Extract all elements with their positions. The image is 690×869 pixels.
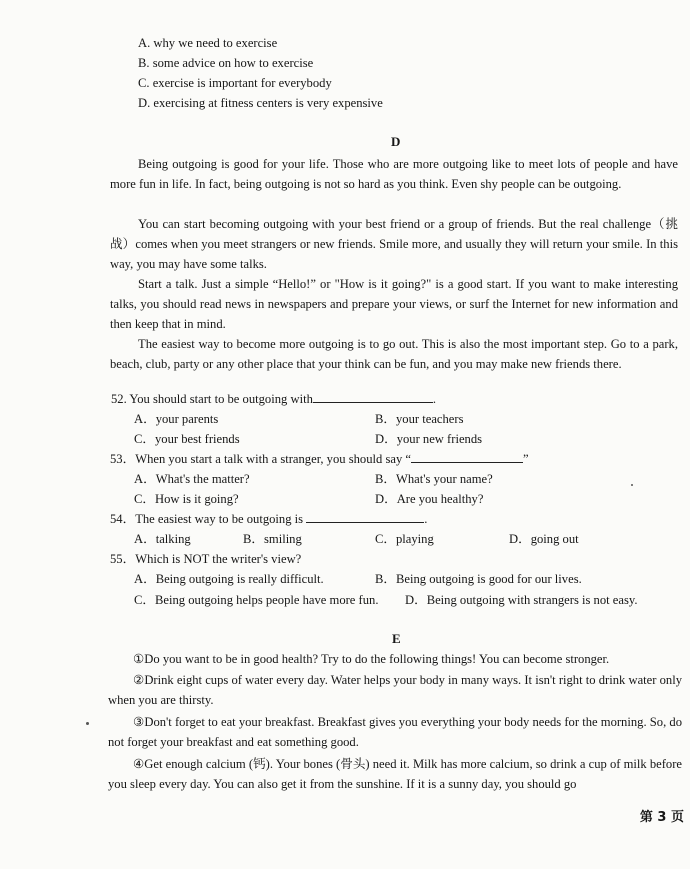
q55-option-d: D．Being outgoing with strangers is not easy. [405, 593, 638, 607]
q53-option-c: C．How is it going? [134, 492, 239, 506]
question-53: 53．When you start a talk with a stranger, you should say “ ” [110, 452, 529, 466]
passage-d-paragraph-3: Start a talk. Just a simple “Hello!” or "How is it going?" is a good start. If you want to make interesting talks, you should read news in newspapers and prepare your views, or surf the Internet for new information and then keep that in mind. [110, 277, 678, 331]
question-54: 54．The easiest way to be outgoing is . [110, 512, 428, 526]
passage-e-paragraph-1: ①Do you want to be in good health? Try to do the following things! You can become stronger. [133, 652, 610, 666]
q52-option-d: D．your new friends [375, 432, 483, 446]
section-d-heading: D [391, 134, 401, 149]
q52-option-a: A．your parents [134, 412, 219, 426]
q53-option-d: D．Are you healthy? [375, 492, 484, 506]
answer-blank[interactable] [306, 510, 424, 523]
q55-option-c: C．Being outgoing helps people have more fun. [134, 593, 379, 607]
passage-d-paragraph-4: The easiest way to become more outgoing is to go out. This is also the most important step. Go to a park, beach, club, party or any other place that your think can be fun, and you may make new friends there. [110, 337, 678, 371]
q54-option-a: A．talking [134, 532, 191, 546]
scan-speck [631, 484, 633, 486]
passage-e-paragraph-4: ④Get enough calcium (钙). Your bones (骨头) need it. Milk has more calcium, so drink a cup of milk before you sleep every day. You can also get it from the sunshine. If it is a sunny day, you should go [108, 757, 682, 791]
q52-option-b: B．your teachers [375, 412, 464, 426]
question-52: 52. You should start to be outgoing with . [111, 392, 437, 406]
scan-speck [86, 722, 89, 725]
prev-option-b: B. some advice on how to exercise [138, 56, 314, 70]
answer-blank[interactable] [411, 450, 523, 463]
q54-option-d: D．going out [509, 532, 579, 546]
prev-option-d: D. exercising at fitness centers is very expensive [138, 96, 383, 110]
prev-option-a: A. why we need to exercise [138, 36, 278, 50]
section-e-heading: E [392, 631, 401, 646]
q53-option-a: A．What's the matter? [134, 472, 250, 486]
passage-d-paragraph-1: Being outgoing is good for your life. Those who are more outgoing like to meet lots of people and have more fun in life. In fact, being outgoing is not so hard as you think. Even shy people can be outgoing. [110, 157, 678, 191]
passage-d-paragraph-2: You can start becoming outgoing with your best friend or a group of friends. But the real challenge（挑战）comes when you meet strangers or new friends. Smile more, and usually they will return your smile. In this way, you may have some talks. [110, 217, 678, 271]
q52-option-c: C．your best friends [134, 432, 240, 446]
prev-option-c: C. exercise is important for everybody [138, 76, 332, 90]
answer-blank[interactable] [313, 390, 433, 403]
question-55: 55．Which is NOT the writer's view? [110, 552, 302, 566]
q55-option-b: B．Being outgoing is good for our lives. [375, 572, 582, 586]
q53-option-b: B．What's your name? [375, 472, 493, 486]
page-number: 第 3 页 [639, 810, 684, 825]
passage-e-paragraph-3: ③Don't forget to eat your breakfast. Breakfast gives you everything your body needs for the morning. So, do not forget your breakfast and eat something good. [108, 715, 682, 749]
q54-option-c: C．playing [375, 532, 434, 546]
q55-option-a: A．Being outgoing is really difficult. [134, 572, 324, 586]
passage-e-paragraph-2: ②Drink eight cups of water every day. Water helps your body in many ways. It isn't right to drink water only when you are thirsty. [108, 673, 682, 707]
q54-option-b: B．smiling [243, 532, 302, 546]
